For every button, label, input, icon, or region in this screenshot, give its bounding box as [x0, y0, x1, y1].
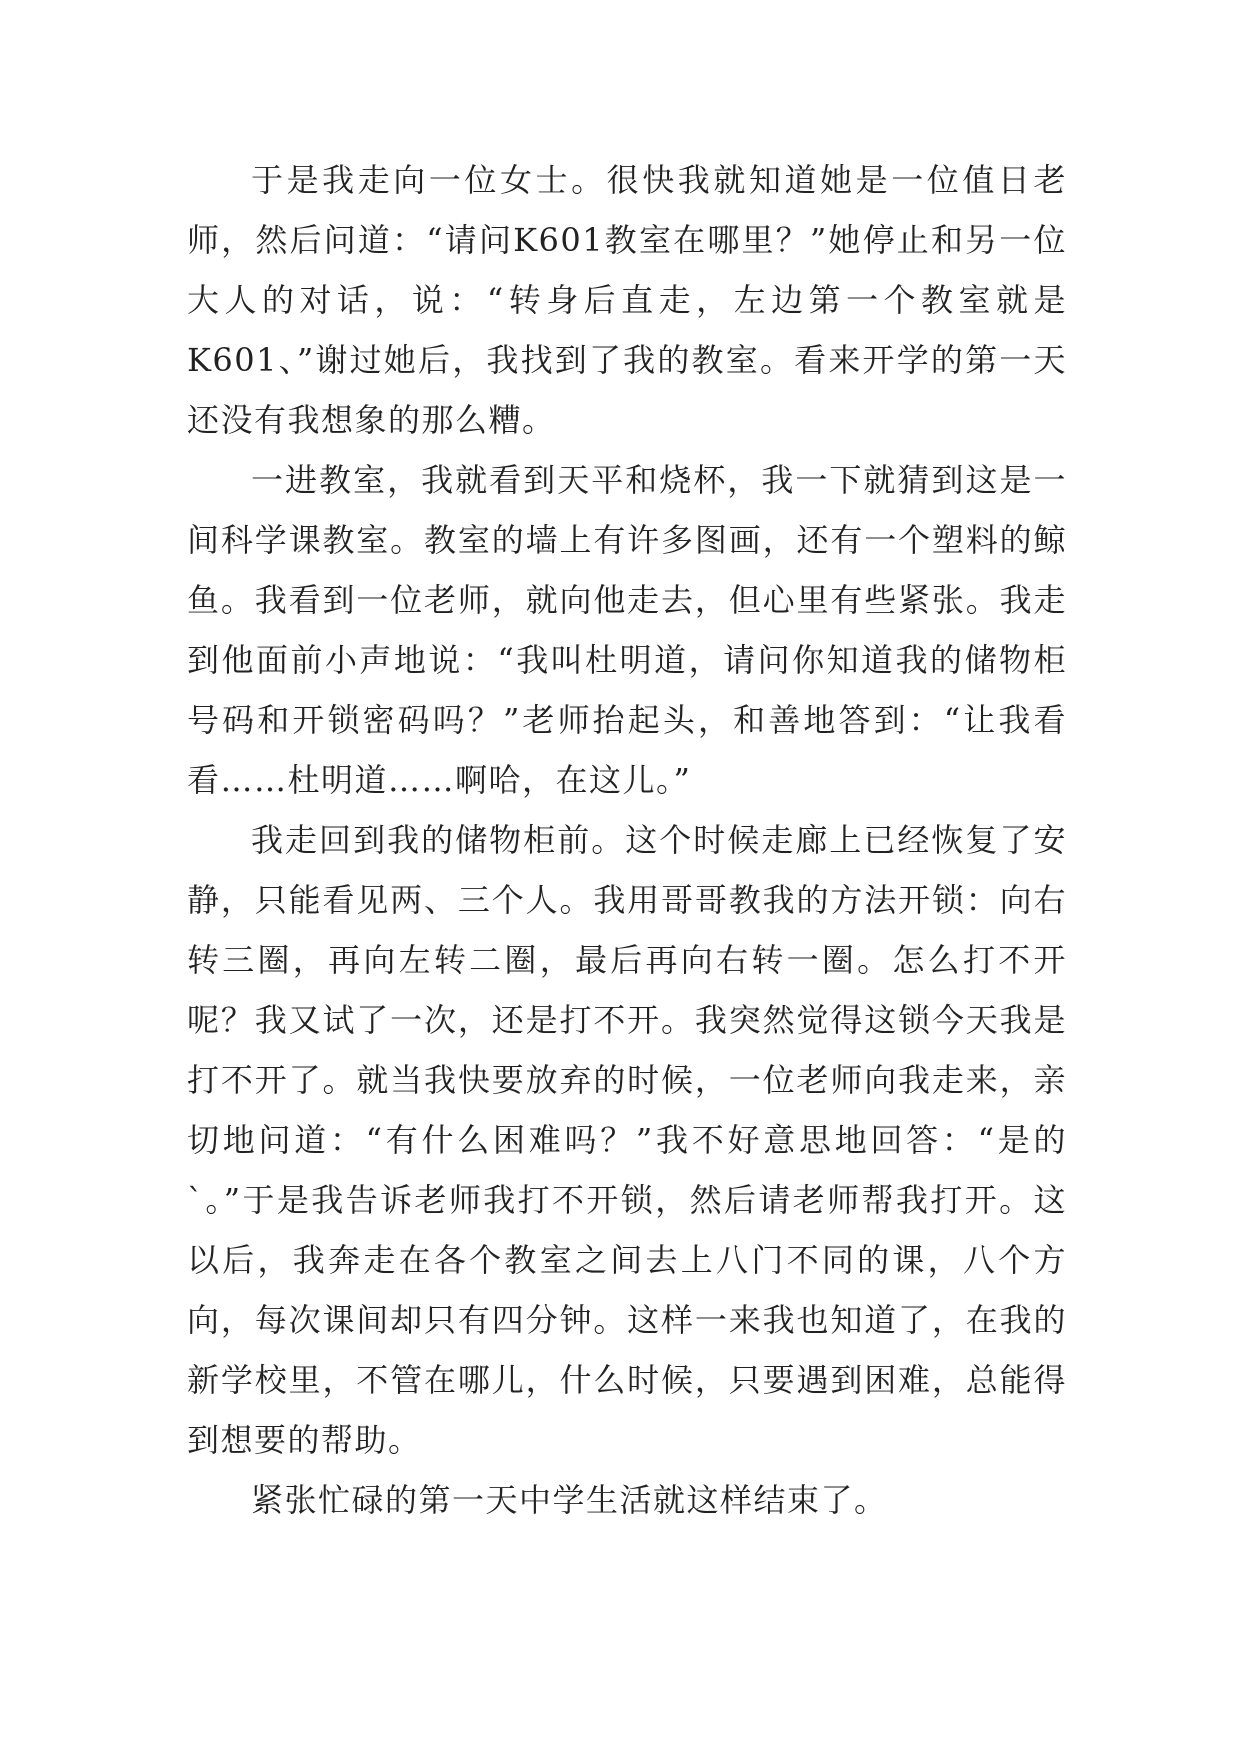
paragraph-4: 紧张忙碌的第一天中学生活就这样结束了。: [251, 1481, 888, 1519]
paragraph-3: 我走回到我的储物柜前。这个时候走廊上已经恢复了安静，只能看见两、三个人。我用哥哥教我的方法开锁：向右转三圈，再向左转二圈，最后再向右转一圈。怎么打不开呢？我又试了一次，还是打不开。我突然觉得这锁今天我是打不开了。就当我快要放弃的时候，一位老师向我走来，亲切地问道：“有什么困难吗？”我不好意思地回答：“是的`。”于是我告诉老师我打不开锁，然后请老师帮我打开。这以后，我奔走在各个教室之间去上八门不同的课，八个方向，每次课间却只有四分钟。这样一来我也知道了，在我的新学校里，不管在哪儿，什么时候，只要遇到困难，总能得到想要的帮助。: [187, 821, 1067, 1459]
document-body: [187, 150, 1067, 1530]
paragraph-1: 于是我走向一位女士。很快我就知道她是一位值日老师，然后问道：“请问K601教室在哪里？”她停止和另一位大人的对话，说：“转身后直走，左边第一个教室就是K601、”谢过她后，我找到了我的教室。看来开学的第一天还没有我想象的那么糟。: [187, 161, 1067, 439]
paragraph-2: 一进教室，我就看到天平和烧杯，我一下就猜到这是一间科学课教室。教室的墙上有许多图画，还有一个塑料的鲸鱼。我看到一位老师，就向他走去，但心里有些紧张。我走到他面前小声地说：“我叫杜明道，请问你知道我的储物柜号码和开锁密码吗？”老师抬起头，和善地答到：“让我看看……杜明道……啊哈，在这儿。”: [187, 461, 1067, 799]
